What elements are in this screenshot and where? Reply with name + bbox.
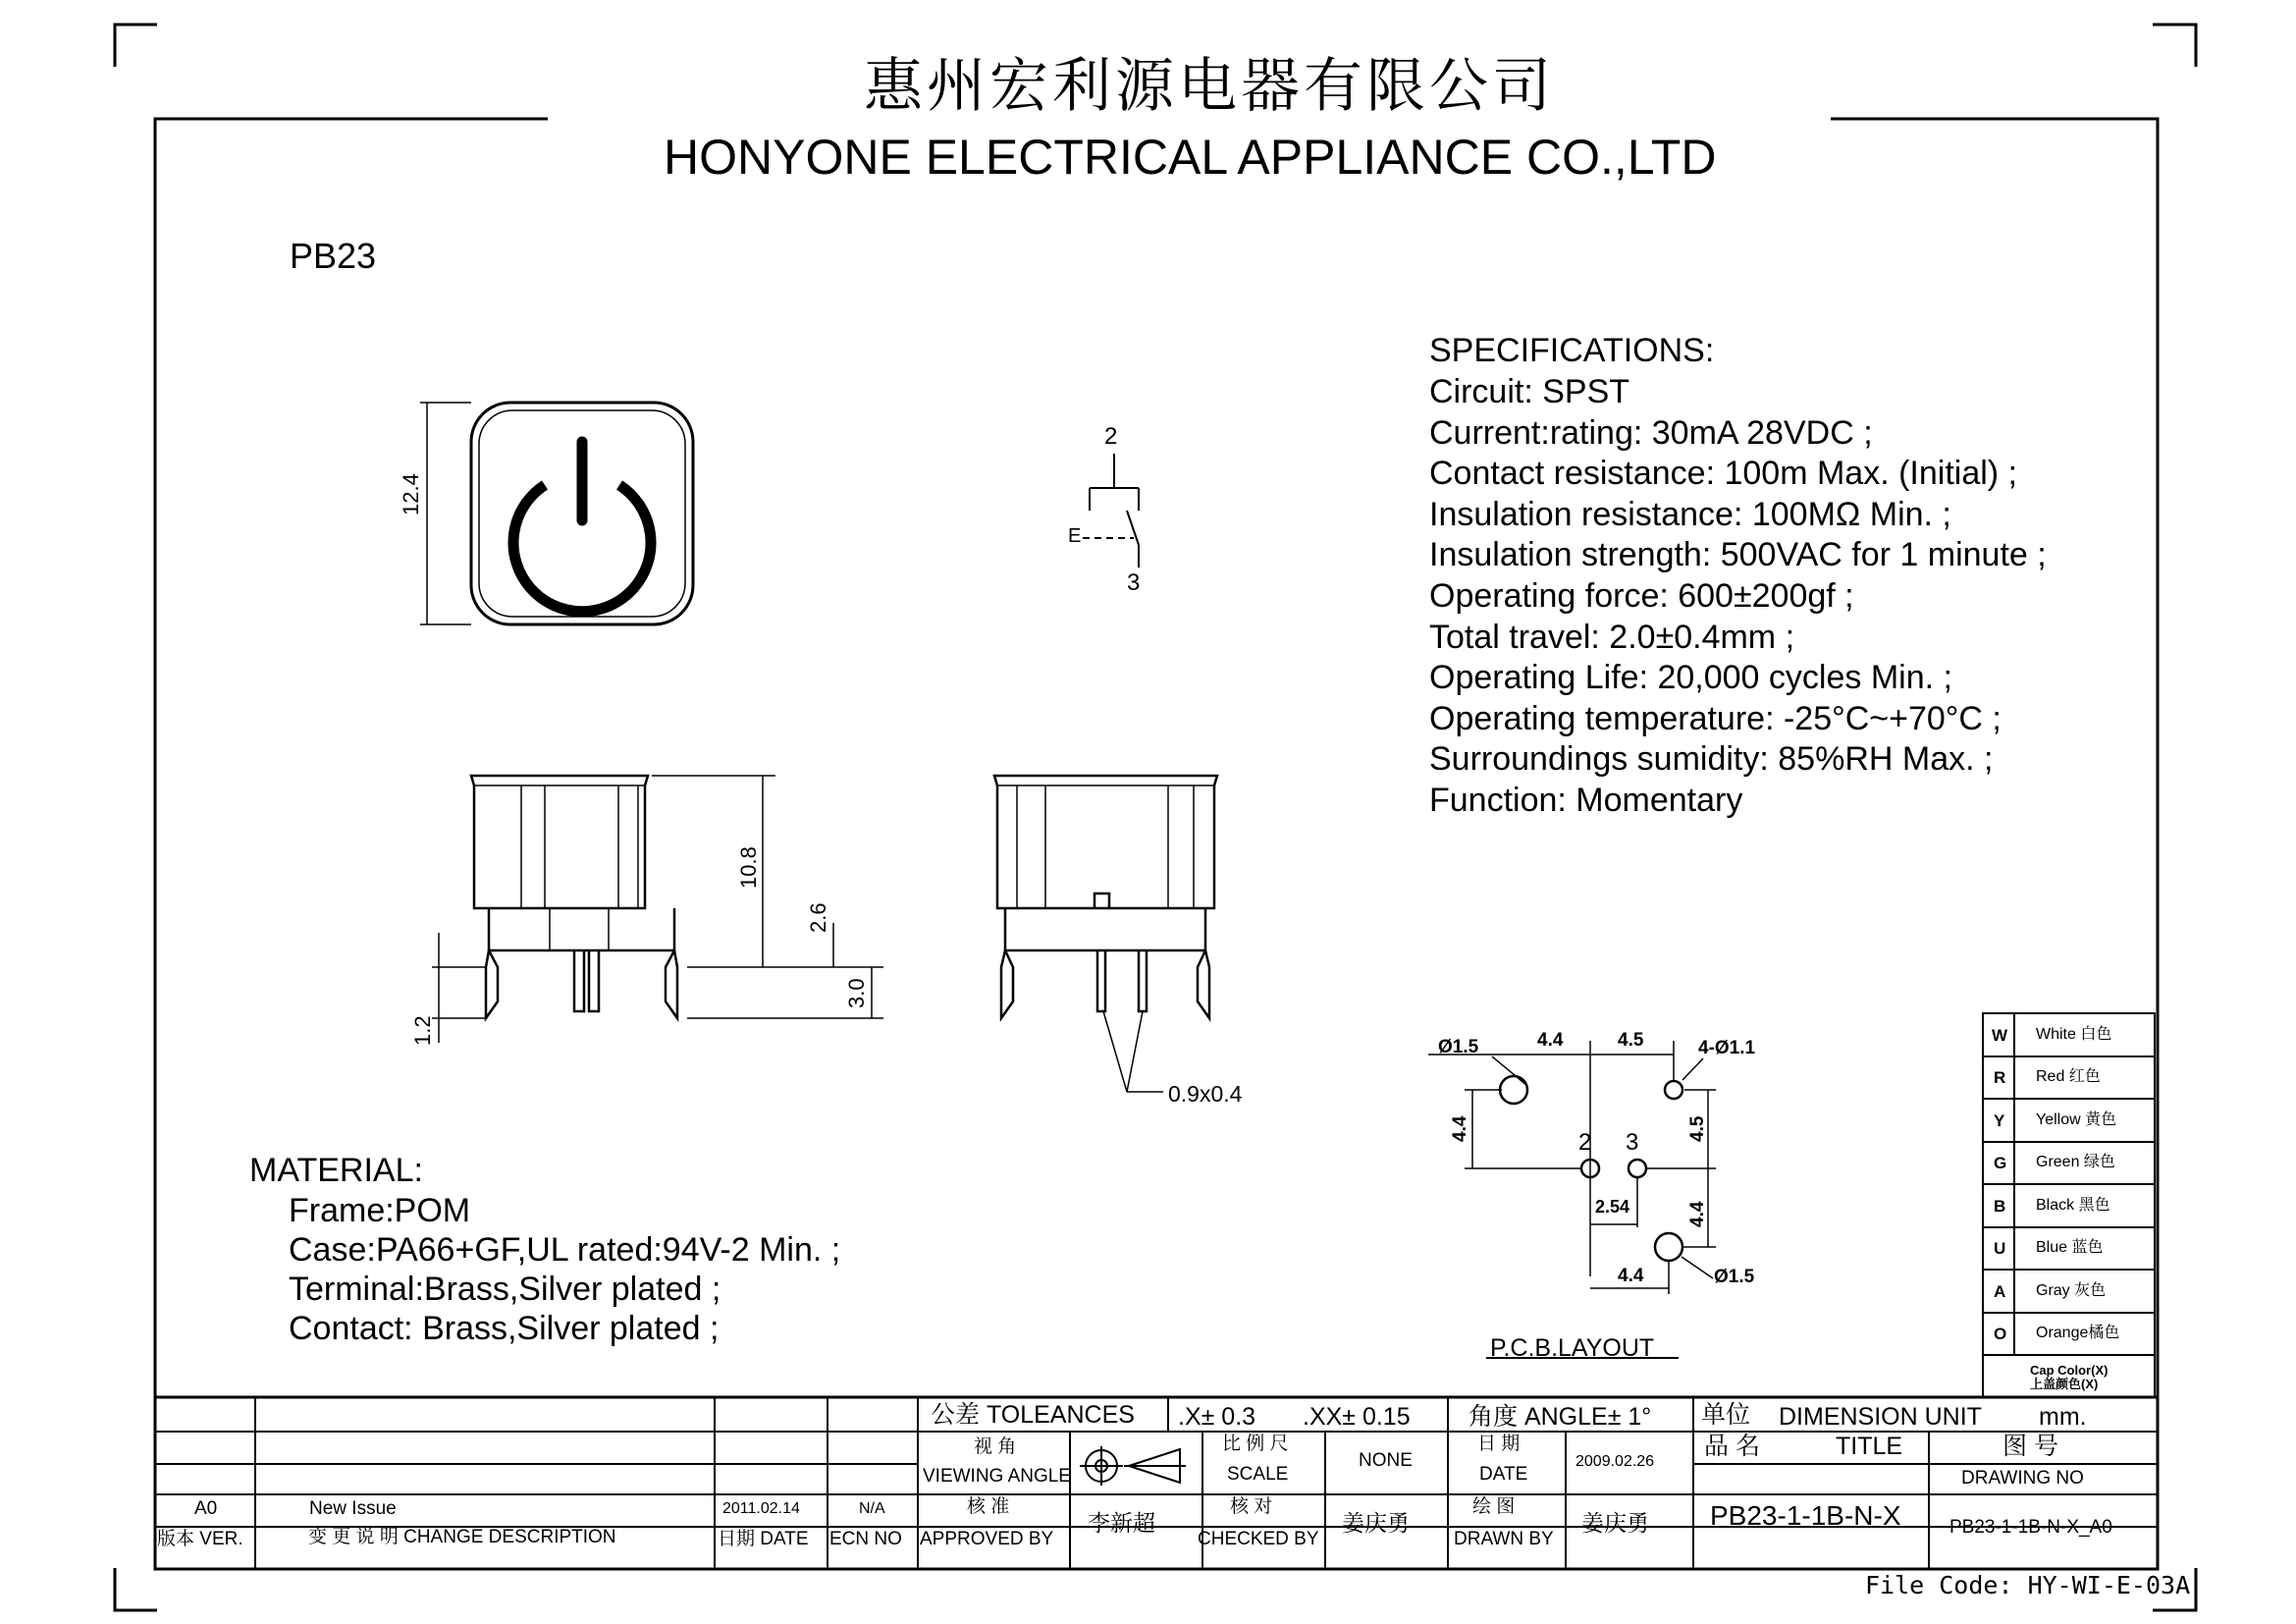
angle-tolerance: 角度 ANGLE± 1° bbox=[1468, 1403, 1652, 1431]
pin-size-label: 0.9x0.4 bbox=[1168, 1081, 1243, 1107]
spec-line: Insulation strength: 500VAC for 1 minute ; bbox=[1429, 536, 2047, 573]
material-line: Terminal:Brass,Silver plated ; bbox=[289, 1271, 721, 1308]
date-value: 2009.02.26 bbox=[1575, 1453, 1655, 1470]
date-label: DATE bbox=[1479, 1464, 1528, 1485]
pcb-dim-4-4-left: 4.4 bbox=[1450, 1115, 1470, 1142]
circuit-e-label: E bbox=[1068, 525, 1082, 547]
revision-ecn: N/A bbox=[859, 1500, 885, 1517]
color-name: Black 黑色 bbox=[2036, 1197, 2110, 1214]
column-ecn: ECN NO bbox=[829, 1529, 902, 1549]
color-code: A bbox=[1994, 1282, 2006, 1301]
color-code: O bbox=[1994, 1325, 2007, 1343]
spec-line: Circuit: SPST bbox=[1429, 373, 1630, 410]
checked-by-cn: 核 对 bbox=[1230, 1496, 1273, 1517]
pcb-layout-title: P.C.B.LAYOUT bbox=[1490, 1334, 1655, 1362]
pcb-dim-2-54: 2.54 bbox=[1595, 1197, 1630, 1217]
approved-by-cn: 核 准 bbox=[967, 1496, 1010, 1517]
color-code: R bbox=[1994, 1068, 2006, 1087]
scale-value: NONE bbox=[1359, 1450, 1413, 1471]
checked-by-value: 姜庆勇 bbox=[1342, 1510, 1410, 1536]
column-version: 版本 VER. bbox=[157, 1529, 243, 1549]
scale-label: SCALE bbox=[1227, 1464, 1289, 1485]
spec-line: Operating force: 600±200gf ; bbox=[1429, 577, 1854, 615]
viewing-angle-label: VIEWING ANGLE bbox=[923, 1466, 1071, 1487]
circuit-symbol bbox=[1083, 454, 1139, 568]
color-name: Blue 蓝色 bbox=[2036, 1239, 2104, 1256]
circuit-pin-3: 3 bbox=[1127, 569, 1141, 596]
title-name-cn: 品 名 bbox=[1704, 1433, 1760, 1460]
pcb-dim-4-4-right: 4.4 bbox=[1687, 1201, 1708, 1227]
dim-1-2: 1.2 bbox=[410, 1015, 435, 1046]
drawn-by-label: DRAWN BY bbox=[1454, 1529, 1554, 1549]
corner-mark-tr bbox=[2153, 25, 2196, 67]
date-cn: 日 期 bbox=[1477, 1434, 1521, 1454]
material-heading: MATERIAL: bbox=[249, 1152, 423, 1189]
tolerances-label: 公差 TOLEANCES bbox=[931, 1401, 1135, 1429]
dim-12-4: 12.4 bbox=[399, 473, 423, 515]
title-value: PB23-1-1B-N-X bbox=[1710, 1500, 1901, 1531]
dim-3-0: 3.0 bbox=[844, 978, 869, 1008]
tolerance-x: .X± 0.3 bbox=[1178, 1403, 1256, 1431]
color-code: Y bbox=[1994, 1111, 2005, 1130]
column-date: 日期 DATE bbox=[718, 1529, 809, 1549]
spec-line: Insulation resistance: 100MΩ Min. ; bbox=[1429, 496, 1951, 533]
unit-label: DIMENSION UNIT bbox=[1779, 1403, 1982, 1431]
unit-value: mm. bbox=[2039, 1403, 2087, 1431]
title-name-label: TITLE bbox=[1836, 1433, 1903, 1460]
pcb-dia-4x1-1: 4-Ø1.1 bbox=[1698, 1038, 1756, 1058]
color-name: Gray 灰色 bbox=[2036, 1282, 2107, 1299]
pcb-dim-4-4-top: 4.4 bbox=[1537, 1030, 1564, 1051]
pcb-pin-2: 2 bbox=[1578, 1129, 1592, 1156]
color-name: Yellow 黄色 bbox=[2036, 1111, 2117, 1128]
spec-line: Surroundings sumidity: 85%RH Max. ; bbox=[1429, 740, 1994, 778]
unit-label-cn: 单位 bbox=[1701, 1401, 1751, 1429]
scale-cn: 比 例 尺 bbox=[1222, 1434, 1289, 1454]
color-code: B bbox=[1994, 1197, 2006, 1216]
color-name: Red 红色 bbox=[2036, 1068, 2101, 1085]
drawing-no-cn: 图 号 bbox=[2002, 1433, 2058, 1460]
pcb-dia-1-5-top: Ø1.5 bbox=[1438, 1037, 1479, 1057]
color-name: White 白色 bbox=[2036, 1026, 2112, 1043]
circuit-pin-2: 2 bbox=[1104, 423, 1118, 450]
drawing-no-label: DRAWING NO bbox=[1961, 1468, 2084, 1489]
button-profile-view bbox=[994, 776, 1217, 1092]
color-code: W bbox=[1992, 1026, 2008, 1045]
approved-by-label: APPROVED BY bbox=[920, 1529, 1054, 1549]
color-name: Orange橘色 bbox=[2036, 1325, 2120, 1341]
drawing-frame bbox=[155, 119, 2158, 1569]
pcb-dim-4-4-bottom: 4.4 bbox=[1618, 1266, 1644, 1286]
material-line: Case:PA66+GF,UL rated:94V-2 Min. ; bbox=[289, 1231, 841, 1269]
revision-description: New Issue bbox=[309, 1498, 397, 1519]
button-top-view bbox=[420, 403, 693, 624]
pcb-layout bbox=[1428, 1041, 1716, 1358]
color-name: Green 绿色 bbox=[2036, 1154, 2115, 1170]
spec-line: Total travel: 2.0±0.4mm ; bbox=[1429, 619, 1795, 656]
cap-color-label: Cap Color(X) bbox=[2030, 1363, 2109, 1378]
spec-line: Current:rating: 30mA 28VDC ; bbox=[1429, 414, 1873, 452]
material-line: Frame:POM bbox=[289, 1192, 471, 1229]
revision: A0 bbox=[194, 1498, 218, 1519]
dim-10-8: 10.8 bbox=[736, 846, 761, 889]
corner-mark-bl bbox=[115, 1568, 157, 1610]
company-name-english: HONYONE ELECTRICAL APPLIANCE CO.,LTD bbox=[664, 130, 1717, 185]
pcb-dim-4-5-top: 4.5 bbox=[1618, 1030, 1644, 1051]
corner-mark-tl bbox=[115, 25, 157, 67]
pcb-pin-3: 3 bbox=[1626, 1129, 1639, 1156]
pcb-dim-4-5-right: 4.5 bbox=[1687, 1115, 1708, 1142]
cap-color-label-cn: 上盖颜色(X) bbox=[2030, 1377, 2099, 1391]
drawn-by-cn: 绘 图 bbox=[1472, 1496, 1516, 1517]
color-code: G bbox=[1994, 1154, 2007, 1172]
file-code: File Code: HY-WI-E-03A bbox=[1865, 1571, 2191, 1599]
viewing-angle-cn: 视 角 bbox=[974, 1436, 1017, 1457]
column-change-description: 变 更 说 明 CHANGE DESCRIPTION bbox=[308, 1527, 616, 1547]
revision-date: 2011.02.14 bbox=[722, 1500, 800, 1517]
drawn-by-value: 姜庆勇 bbox=[1581, 1510, 1649, 1536]
approved-by-value: 李新超 bbox=[1088, 1510, 1155, 1536]
dim-2-6: 2.6 bbox=[806, 902, 830, 933]
drawing-no-value: PB23-1-1B-N-X_A0 bbox=[1949, 1517, 2112, 1538]
spec-line: Contact resistance: 100m Max. (Initial) ; bbox=[1429, 455, 2018, 492]
tolerance-xx: .XX± 0.15 bbox=[1303, 1403, 1411, 1431]
specifications-heading: SPECIFICATIONS: bbox=[1429, 332, 1715, 369]
pcb-dia-1-5-bottom: Ø1.5 bbox=[1714, 1267, 1755, 1287]
checked-by-label: CHECKED BY bbox=[1198, 1529, 1319, 1549]
model-number: PB23 bbox=[290, 236, 377, 276]
material-line: Contact: Brass,Silver plated ; bbox=[289, 1310, 720, 1347]
spec-line: Function: Momentary bbox=[1429, 782, 1743, 819]
company-name-chinese: 惠州宏利源电器有限公司 bbox=[864, 52, 1555, 121]
color-code: U bbox=[1994, 1239, 2006, 1258]
spec-line: Operating temperature: -25°C~+70°C ; bbox=[1429, 700, 2002, 737]
spec-line: Operating Life: 20,000 cycles Min. ; bbox=[1429, 659, 1952, 696]
